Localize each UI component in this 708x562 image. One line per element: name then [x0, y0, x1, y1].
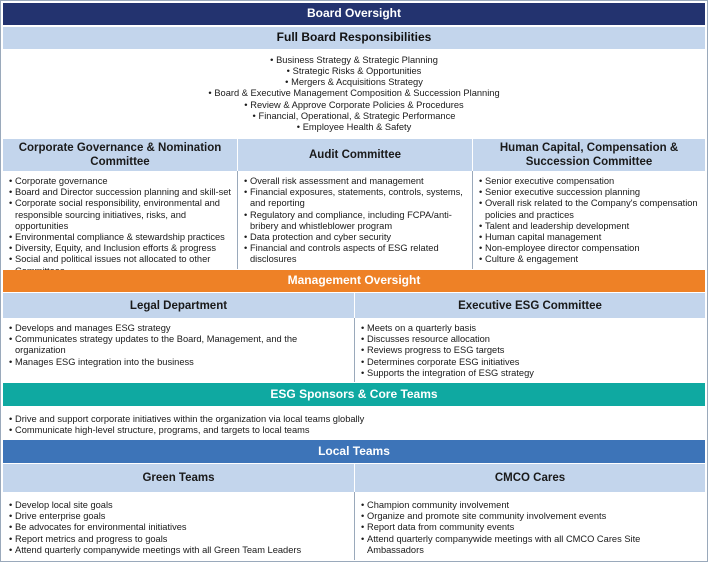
list-item: • Talent and leadership development — [479, 221, 699, 232]
list-item: • Diversity, Equity, and Inclusion efforts & progress — [9, 243, 231, 254]
esg-sponsors-body-row — [3, 406, 705, 439]
committee-header-row — [3, 139, 705, 171]
full-board-list — [3, 50, 705, 138]
full-board-item: • Board & Executive Management Composition & Succession Planning — [208, 88, 499, 99]
cmco-cares-list — [361, 500, 699, 556]
esg-sponsors-header: ESG Sponsors & Core Teams — [3, 383, 705, 406]
board-oversight-header: Board Oversight — [3, 3, 705, 25]
list-item: • Drive enterprise goals — [9, 511, 348, 522]
list-item: • Organize and promote site community involvement events — [361, 511, 699, 522]
audit-committee-body — [238, 171, 473, 269]
list-item: • Supports the integration of ESG strategy — [361, 368, 699, 379]
list-item: • Corporate governance — [9, 176, 231, 187]
list-item: • Financial and controls aspects of ESG related disclosures — [244, 243, 466, 265]
governance-committee-header: Corporate Governance & Nomination Committee — [3, 139, 238, 171]
local-teams-header: Local Teams — [3, 440, 705, 463]
list-item: • Champion community involvement — [361, 500, 699, 511]
list-item: • Drive and support corporate initiatives within the organization via local teams globally — [9, 414, 699, 425]
audit-committee-list — [244, 176, 466, 266]
management-body-row — [3, 318, 705, 382]
cmco-cares-body — [355, 492, 705, 560]
list-item: • Corporate social responsibility, environmental and responsible sourcing initiatives, risks, and opportunities — [9, 198, 231, 232]
list-item: • Be advocates for environmental initiatives — [9, 522, 348, 533]
executive-esg-committee-list — [361, 323, 699, 379]
executive-esg-committee-body — [355, 318, 705, 382]
list-item: • Meets on a quarterly basis — [361, 323, 699, 334]
list-item: • Develops and manages ESG strategy — [9, 323, 348, 334]
esg-sponsors-list — [9, 414, 699, 436]
list-item: • Board and Director succession planning and skill-set — [9, 187, 231, 198]
management-header-row — [3, 293, 705, 318]
full-board-header: Full Board Responsibilities — [3, 27, 705, 49]
list-item: • Communicates strategy updates to the Board, Management, and the organization — [9, 334, 348, 356]
list-item: • Report data from community events — [361, 522, 699, 533]
list-item: • Overall risk assessment and management — [244, 176, 466, 187]
legal-department-list — [9, 323, 348, 368]
governance-committee-body — [3, 171, 238, 269]
green-teams-body — [3, 492, 355, 560]
list-item: • Develop local site goals — [9, 500, 348, 511]
green-teams-header: Green Teams — [3, 464, 355, 492]
list-item: • Social and political issues not allocated to other — [9, 254, 231, 276]
teams-body-row — [3, 492, 705, 560]
governance-committee-list — [9, 176, 231, 277]
audit-committee-header: Audit Committee — [238, 139, 473, 171]
full-board-item: • Strategic Risks & Opportunities — [287, 66, 422, 77]
cmco-cares-header: CMCO Cares — [355, 464, 705, 492]
list-item: • Non-employee director compensation — [479, 243, 699, 254]
full-board-item: • Employee Health & Safety — [297, 122, 412, 133]
list-item: • Data protection and cyber security — [244, 232, 466, 243]
list-item: • Attend quarterly companywide meetings with all CMCO Cares Site Ambassadors — [361, 534, 699, 556]
full-board-item: • Business Strategy & Strategic Planning — [270, 55, 438, 66]
list-item: • Culture & engagement — [479, 254, 699, 265]
human-capital-committee-list — [479, 176, 699, 266]
human-capital-committee-body — [473, 171, 705, 269]
human-capital-committee-header: Human Capital, Compensation & Succession Committee — [473, 139, 705, 171]
full-board-item: • Review & Approve Corporate Policies & Procedures — [244, 100, 463, 111]
list-item: • Senior executive compensation — [479, 176, 699, 187]
full-board-item: • Mergers & Acquisitions Strategy — [285, 77, 423, 88]
esg-sponsors-body — [3, 406, 705, 439]
list-item: • Attend quarterly companywide meetings with all Green Team Leaders — [9, 545, 348, 556]
list-item: • Reviews progress to ESG targets — [361, 345, 699, 356]
list-item: • Manages ESG integration into the business — [9, 357, 348, 368]
list-item: • Discusses resource allocation — [361, 334, 699, 345]
list-item: • Communicate high-level structure, programs, and targets to local teams — [9, 425, 699, 436]
list-item: • Environmental compliance & stewardship practices — [9, 232, 231, 243]
executive-esg-committee-header: Executive ESG Committee — [355, 293, 705, 318]
list-item: • Overall risk related to the Company's compensation policies and practices — [479, 198, 699, 220]
committee-body-row — [3, 171, 705, 269]
legal-department-header: Legal Department — [3, 293, 355, 318]
list-item: • Regulatory and compliance, including FCPA/anti-bribery and whistleblower program — [244, 210, 466, 232]
list-item: • Report metrics and progress to goals — [9, 534, 348, 545]
list-item: • Senior executive succession planning — [479, 187, 699, 198]
green-teams-list — [9, 500, 348, 556]
list-item: • Human capital management — [479, 232, 699, 243]
list-item: • Financial exposures, statements, controls, systems, and reporting — [244, 187, 466, 209]
teams-header-row — [3, 464, 705, 492]
management-oversight-header: Management Oversight — [3, 270, 705, 292]
full-board-item: • Financial, Operational, & Strategic Performance — [253, 111, 456, 122]
list-item: • Determines corporate ESG initiatives — [361, 357, 699, 368]
legal-department-body — [3, 318, 355, 382]
